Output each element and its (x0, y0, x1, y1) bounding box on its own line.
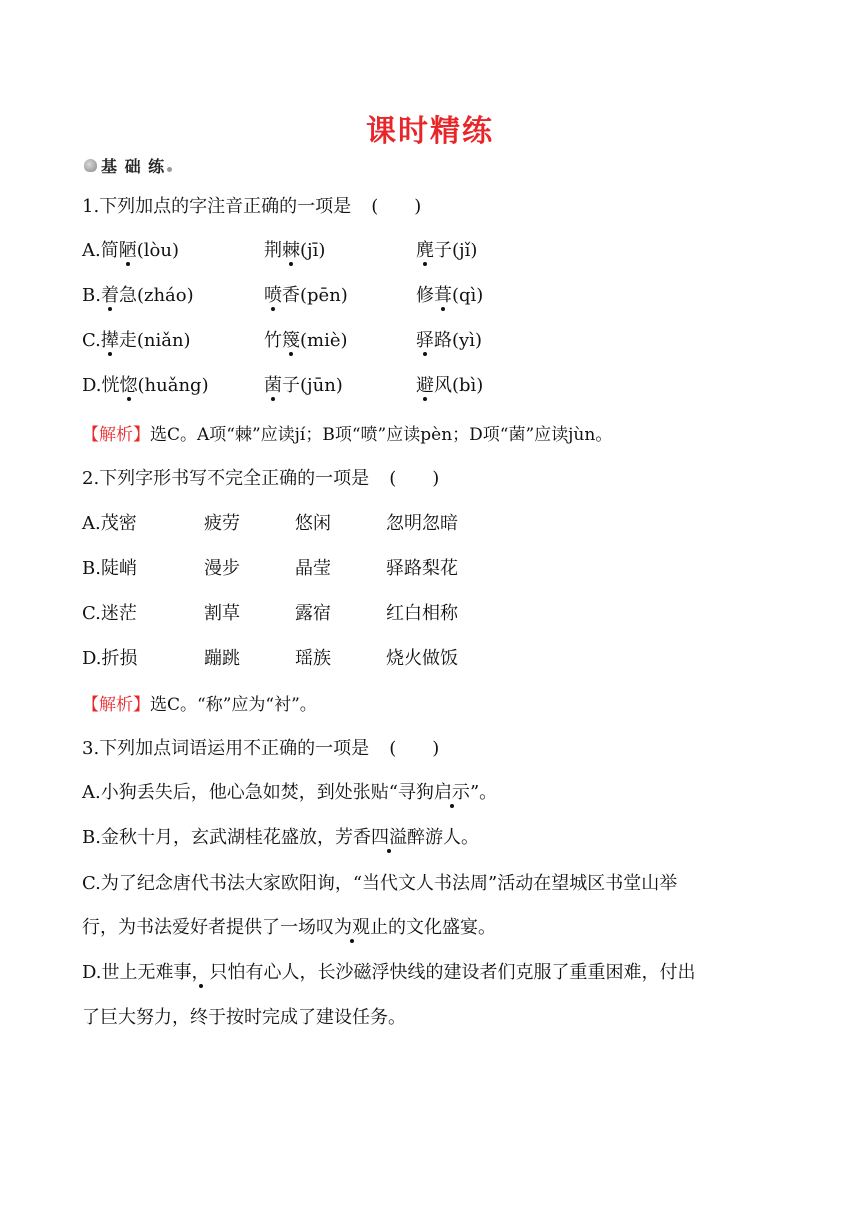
page-title: 课时精练 (366, 114, 494, 149)
q3-option-c-line2: 行，为书法爱好者提供了一场叹为观止的文化盛宴。 (82, 917, 496, 938)
q2-option-a-word2: 疲劳 (204, 513, 240, 534)
q1-option-c-item2: 竹篾(miè) (264, 330, 348, 351)
analysis-text: 选C。A项“棘”应读jí；B项“喷”应读pèn；D项“菌”应读jùn。 (150, 425, 613, 445)
q1-option-d-item3: 避风(bì) (416, 375, 484, 396)
q1-option-a-item3: 麂子(jǐ) (416, 240, 478, 261)
q1-option-b-item3: 修葺(qì) (416, 285, 484, 306)
q2-option-a: A.茂密 (82, 513, 137, 534)
q1-analysis (82, 420, 612, 445)
q3-option-a: A.小狗丢失后，他心急如焚，到处张贴“寻狗启示”。 (82, 782, 498, 803)
q1-option-c-item3: 驿路(yì) (416, 330, 482, 351)
q3-option-c-line1: C.为了纪念唐代书法大家欧阳询，“当代文人书法周”活动在望城区书堂山举 (82, 873, 678, 894)
analysis-tag: 【解析】 (82, 425, 150, 445)
question-1-stem (82, 192, 421, 218)
section-label: 基 础 练 (101, 157, 166, 176)
q1-option-a-item2: 荆棘(jī) (264, 240, 326, 261)
q2-option-c: C.迷茫 (82, 603, 137, 624)
q2-option-a-word3: 悠闲 (295, 513, 331, 534)
q1-option-b: B.着急(zháo) (82, 285, 194, 306)
q2-option-d: D.折损 (82, 648, 138, 669)
q1-option-a: A.简陋(lòu) (82, 240, 179, 261)
q2-option-b-word3: 晶莹 (295, 558, 331, 579)
q2-option-c-word4: 红白相称 (386, 603, 458, 624)
q2-option-d-word2: 蹦跳 (204, 648, 240, 669)
section-dot-icon (167, 167, 172, 172)
section-header (84, 154, 172, 177)
answer-paren: ( ) (371, 196, 422, 217)
q3-option-b: B.金秋十月，玄武湖桂花盛放，芳香四溢醉游人。 (82, 827, 479, 848)
q2-option-d-word3: 瑶族 (295, 648, 331, 669)
q1-option-b-item2: 喷香(pēn) (264, 285, 348, 306)
question-2-stem: 2.下列字形书写不完全正确的一项是 ( ) (82, 468, 440, 489)
q2-option-c-word3: 露宿 (295, 603, 331, 624)
q2-analysis: 【解析】选C。“称”应为“衬”。 (82, 695, 317, 715)
q2-option-b-word2: 漫步 (204, 558, 240, 579)
q2-option-c-word2: 割草 (204, 603, 240, 624)
question-3-stem: 3.下列加点词语运用不正确的一项是 ( ) (82, 738, 440, 759)
q2-option-b: B.陡峭 (82, 558, 137, 579)
section-bullet-icon (84, 159, 97, 172)
q1-option-c: C.撵走(niǎn) (82, 330, 191, 351)
q3-option-d-line2: 了巨大努力，终于按时完成了建设任务。 (82, 1007, 406, 1028)
q2-option-a-word4: 忽明忽暗 (386, 513, 458, 534)
q1-option-d: D.恍惚(huǎng) (82, 375, 209, 396)
q2-option-b-word4: 驿路梨花 (386, 558, 458, 579)
question-text: 下列加点的字注音正确的一项是 (99, 196, 352, 217)
q3-option-d-line1: D.世上无难事，只怕有心人，长沙磁浮快线的建设者们克服了重重困难，付出 (82, 962, 696, 983)
q2-option-d-word4: 烧火做饭 (386, 648, 458, 669)
q1-option-d-item2: 菌子(jūn) (264, 375, 343, 396)
question-number: 1. (82, 196, 100, 217)
